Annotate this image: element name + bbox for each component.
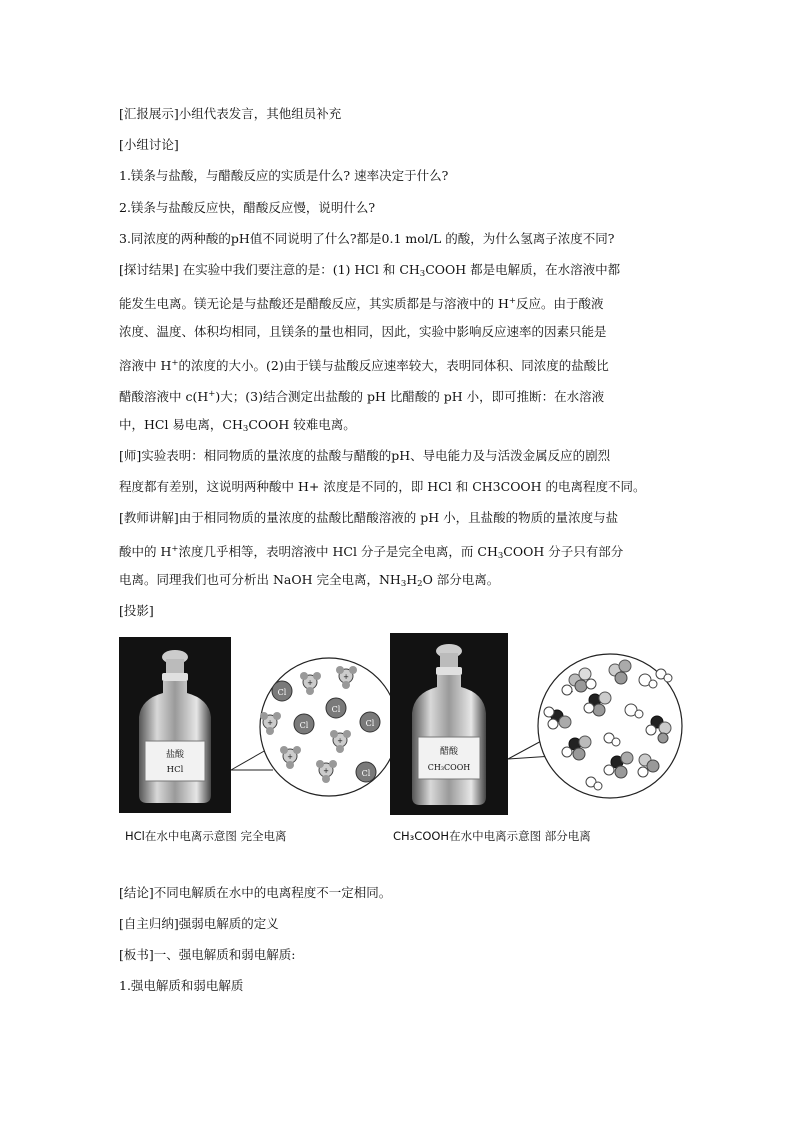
text: 浓度几乎相等，表明溶液中 HCl 分子是完全电离，而 CH [178, 544, 498, 559]
text: 电离。同理我们也可分析出 NaOH 完全电离，NH [119, 572, 401, 587]
chloride-ion [326, 698, 346, 718]
acetic-label-name: 醋酸 [439, 747, 459, 757]
teacher-line-1 [119, 448, 719, 464]
svg-text:+: + [337, 737, 343, 745]
svg-text:+: + [307, 679, 313, 687]
question-1 [119, 168, 719, 184]
text: 3.同浓度的两种酸的pH值不同说明了什么?都是0.1 mol/L 的酸，为什么氢离子浓度不同? [119, 231, 615, 246]
text: [探讨结果] 在实验中我们要注意的是：(1) HCl 和 CH [119, 262, 420, 277]
conclusion-line [119, 885, 719, 901]
text: 酸中的 H [119, 544, 172, 559]
text: [自主归纳]强弱电解质的定义 [119, 916, 279, 931]
hcl-ionization-diagram [228, 652, 398, 802]
superscript: + [171, 358, 179, 368]
superscript: + [171, 544, 179, 554]
svg-text:+: + [323, 767, 329, 775]
teacher-line-2 [119, 479, 719, 495]
superscript: + [208, 389, 216, 399]
text: 1.镁条与盐酸，与醋酸反应的实质是什么? 速率决定于什么? [119, 168, 449, 183]
text: COOH 分子只有部分 [503, 544, 624, 559]
text: 程度都有差别，这说明两种酸中 H+ 浓度是不同的，即 HCl 和 CH3COOH 的电离程度不同。 [119, 479, 646, 494]
text: [小组讨论] [119, 137, 179, 152]
text: [投影] [119, 603, 154, 618]
text: 能发生电离。镁无论是与盐酸还是醋酸反应，其实质都是与溶液中的 H [119, 296, 509, 311]
svg-text:Cl: Cl [361, 769, 371, 778]
acetic-acid-ionization-diagram [505, 644, 685, 810]
svg-text:-: - [570, 688, 574, 696]
svg-text:Cl: Cl [331, 705, 341, 714]
hcl-figure-caption: HCl在水中电离示意图 完全电离 [125, 829, 287, 843]
acetic-acid-bottle-photo [390, 633, 508, 815]
hcl-ion-bubble [228, 652, 398, 802]
svg-text:+: + [287, 753, 293, 761]
text: COOH 都是电解质，在水溶液中都 [425, 262, 621, 277]
text: H [406, 572, 418, 587]
subscript: 3 [419, 269, 426, 279]
acetic-acid-figure-caption: CH₃COOH在水中电离示意图 部分电离 [393, 829, 591, 843]
text: 醋酸溶液中 c(H [119, 389, 209, 404]
text: O 部分电离。 [422, 572, 500, 587]
discussion-result-line-5 [119, 386, 719, 405]
discussion-result-line-4 [119, 355, 719, 374]
text: 溶液中 H [119, 358, 172, 373]
text: )大；(3)结合测定出盐酸的 pH 比醋酸的 pH 小，即可推断：在水溶液 [215, 389, 605, 404]
acetic-acid-molecule-bubble [505, 644, 685, 810]
superscript: + [508, 296, 517, 306]
teacher-explain-line-1 [119, 510, 719, 526]
text: [汇报展示]小组代表发言，其他组员补充 [119, 106, 342, 121]
subscript: 2 [417, 579, 423, 589]
chloride-ion [294, 714, 314, 734]
subscript: 3 [497, 551, 504, 561]
question-2 [119, 200, 719, 216]
chloride-ion [356, 762, 376, 782]
text: 反应。由于酸液 [516, 296, 604, 311]
discussion-result-line-2 [119, 293, 719, 312]
subscript: 3 [242, 424, 249, 434]
text: [师]实验表明：相同物质的量浓度的盐酸与醋酸的pH、导电能力及与活泼金属反应的剧烈 [119, 448, 611, 463]
chloride-ion [360, 712, 380, 732]
text: 1.强电解质和弱电解质 [119, 978, 244, 993]
text: 的浓度的大小。(2)由于镁与盐酸反应速率较大，表明同体积、同浓度的盐酸比 [178, 358, 609, 373]
svg-text:Cl: Cl [365, 719, 375, 728]
board-heading-line [119, 947, 719, 963]
self-summary-line [119, 916, 719, 932]
acetic-acid-bottle-illustration [390, 633, 508, 815]
text-line-group-discussion [119, 137, 719, 153]
svg-text:Cl: Cl [299, 721, 309, 730]
subscript: 3 [400, 579, 407, 589]
discussion-result-line-1 [119, 262, 719, 282]
discussion-result-line-6 [119, 417, 719, 437]
text-line-report [119, 106, 719, 122]
hcl-bottle-illustration [119, 637, 231, 813]
text: 2.镁条与盐酸反应快，醋酸反应慢，说明什么? [119, 200, 376, 215]
acetic-label-formula: CH₃COOH [427, 763, 471, 772]
hcl-label-formula: HCl [166, 765, 184, 775]
chloride-ion [272, 681, 292, 701]
text: 浓度、温度、体积均相同，且镁条的量也相同，因此，实验中影响反应速率的因素只能是 [119, 324, 607, 339]
text: COOH 较难电离。 [248, 417, 356, 432]
section-1-heading [119, 978, 719, 994]
projection-heading [119, 603, 719, 619]
text: [教师讲解]由于相同物质的量浓度的盐酸比醋酸溶液的 pH 小，且盐酸的物质的量浓度与盐 [119, 510, 619, 525]
text: 中，HCl 易电离，CH [119, 417, 243, 432]
text: [板书]一、强电解质和弱电解质: [119, 947, 296, 962]
hcl-bottle-photo [119, 637, 231, 813]
svg-text:Cl: Cl [277, 688, 287, 697]
text: [结论]不同电解质在水中的电离程度不一定相同。 [119, 885, 392, 900]
teacher-explain-line-2 [119, 541, 719, 564]
discussion-result-line-3 [119, 324, 719, 340]
svg-text:+: + [267, 719, 273, 727]
question-3 [119, 231, 719, 247]
hcl-label-name: 盐酸 [165, 750, 185, 760]
teacher-explain-line-3 [119, 572, 719, 592]
svg-text:+: + [343, 673, 349, 681]
